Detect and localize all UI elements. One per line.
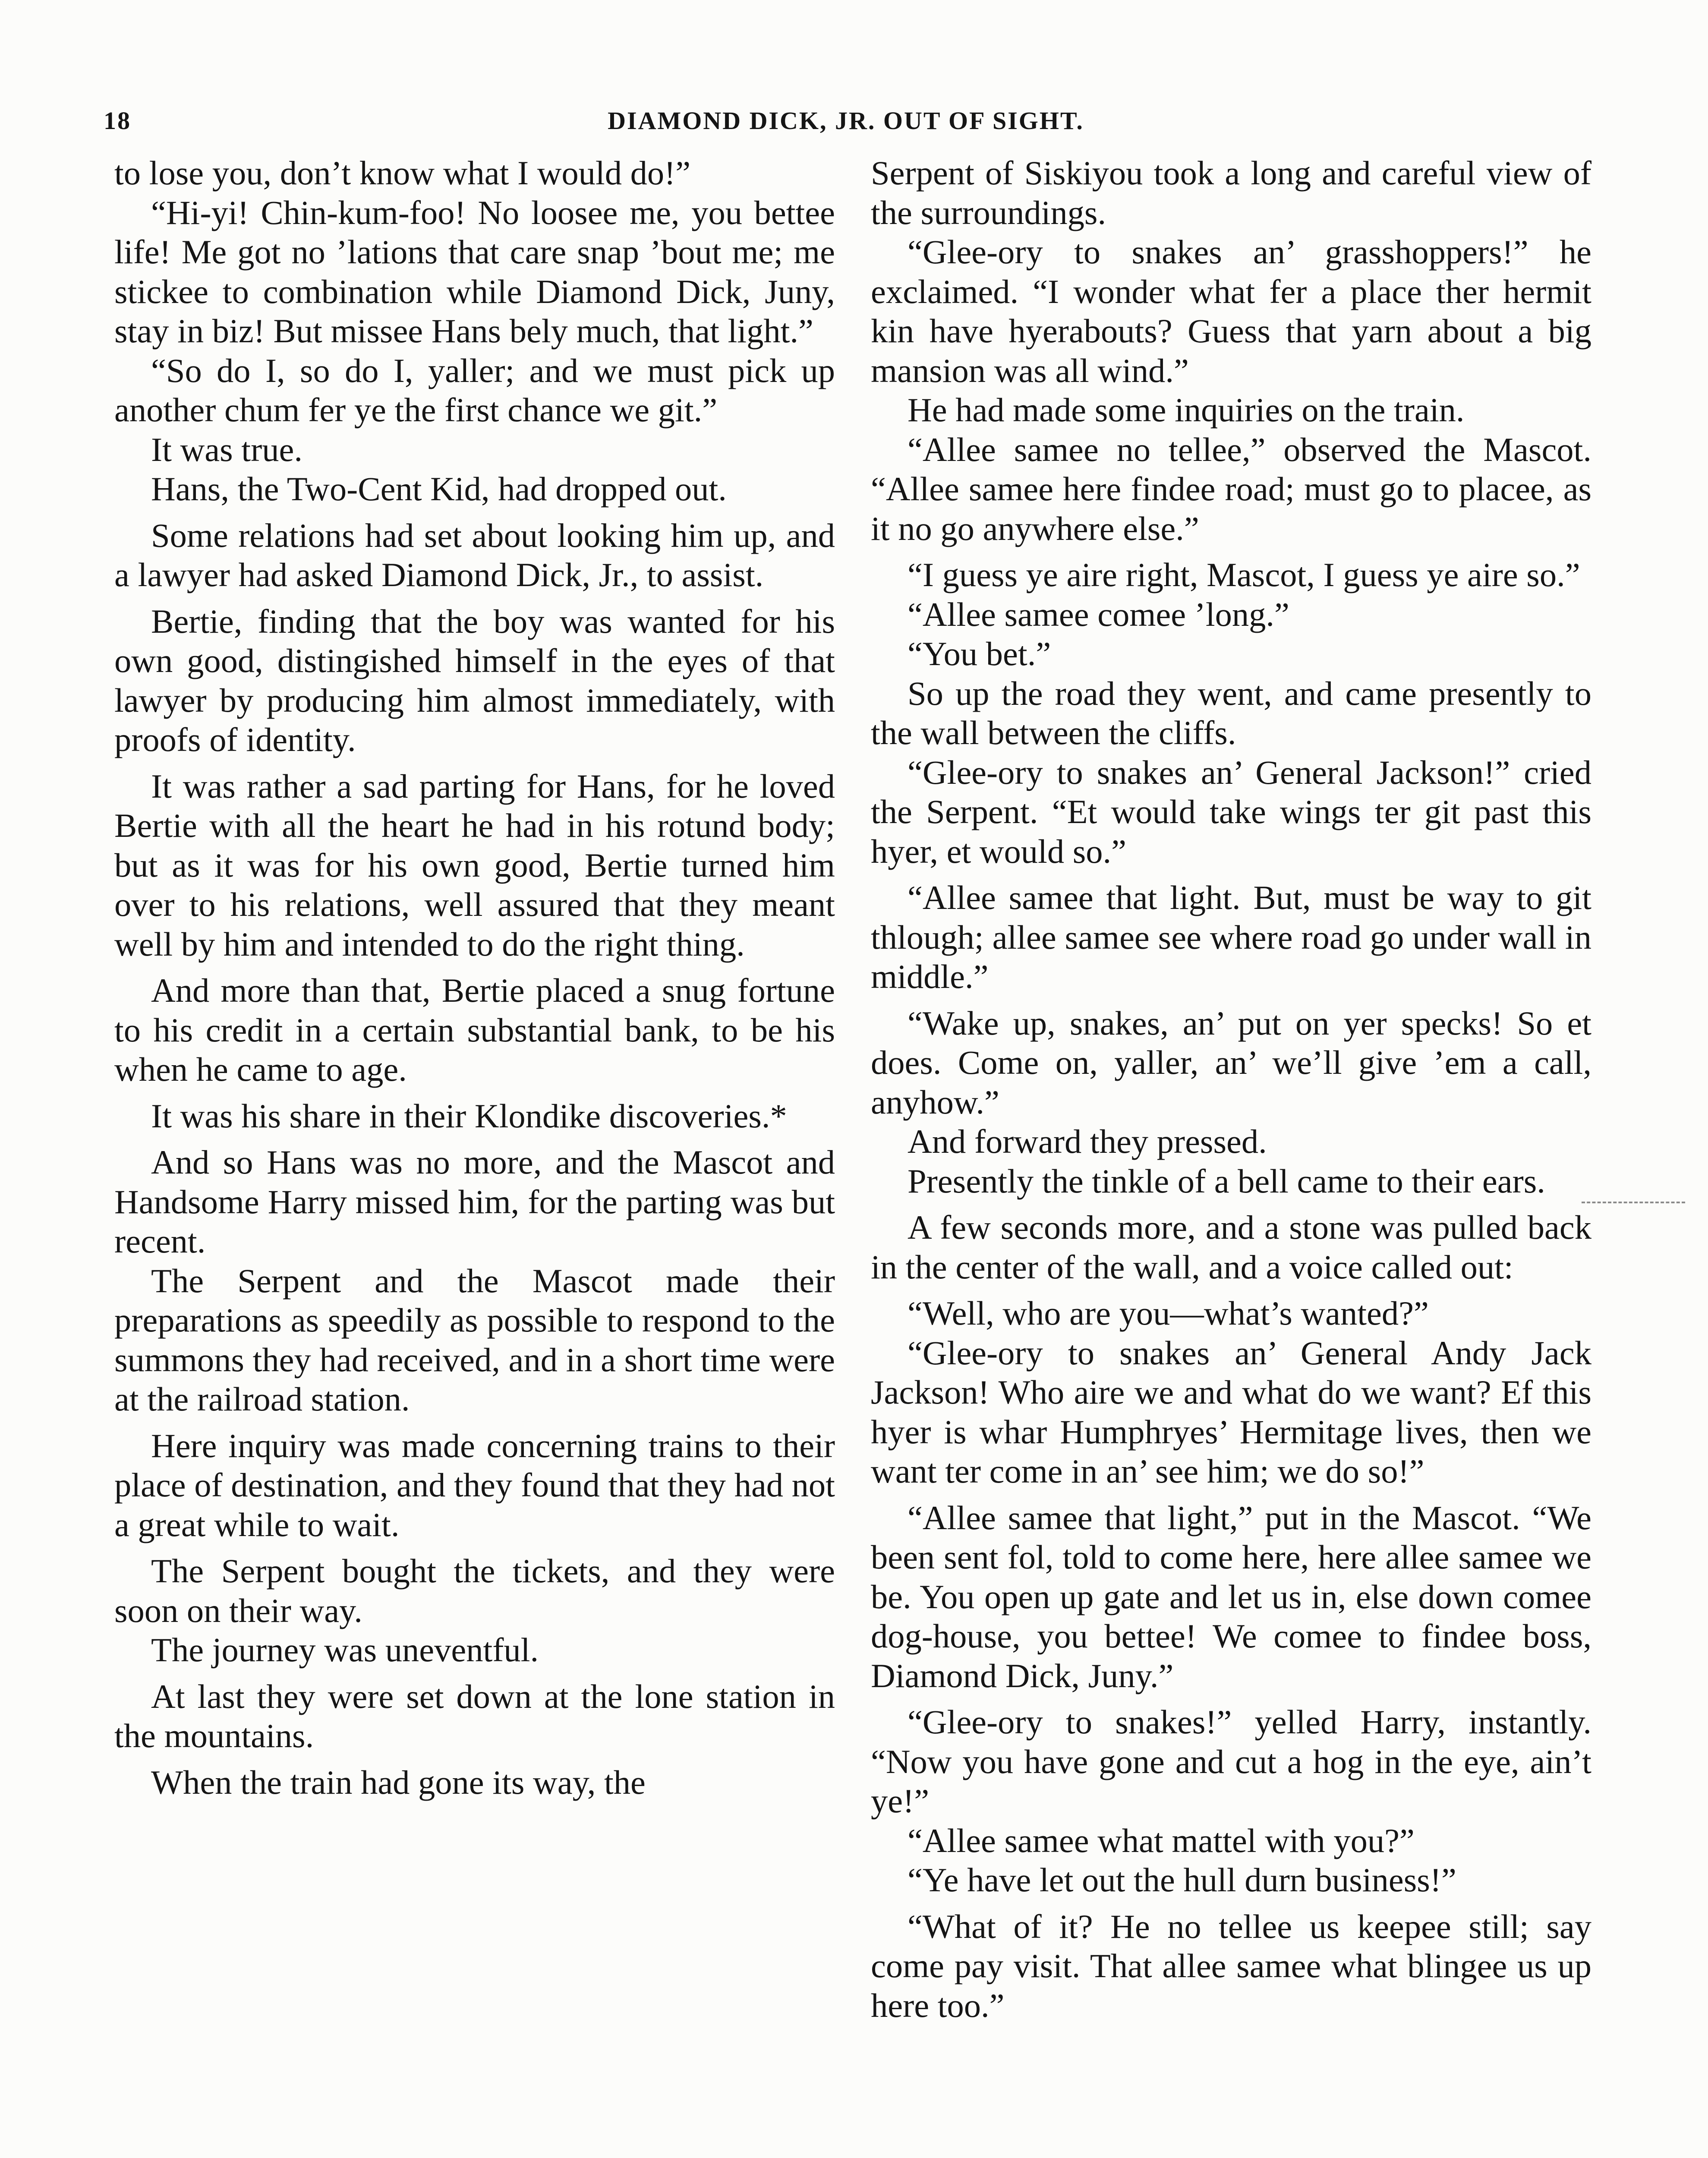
paragraph: “I guess ye aire right, Mascot, I guess ye aire so.” — [908, 556, 1580, 593]
paragraph: “Allee samee comee ’long.” — [908, 595, 1289, 633]
paragraph: It was true. — [151, 430, 303, 468]
paragraph: “Allee samee no tellee,” observed the Mascot. “Allee samee here findee road; must go to placee, as it no go anywhere else.” — [871, 430, 1591, 547]
paragraph: “Glee-ory to snakes an’ General Jackson!” cried the Serpent. “Et would take wings ter git past this hyer, et would so.” — [871, 753, 1591, 870]
paragraph: “Hi-yi! Chin-kum-foo! No loosee me, you bettee life! Me got no ’lations that care snap ’bout me; me stickee to combination while Diamond Dick, Juny, stay in biz! But missee Hans bely much, that light.” — [114, 193, 835, 350]
paragraph: “What of it? He no tellee us keepee still; say come pay visit. That allee samee what blingee us up here too.” — [871, 1907, 1591, 2024]
paragraph: “Allee samee that light,” put in the Mascot. “We been sent fol, told to come here, here allee samee we be. You open up gate and let us in, else down comee dog-house, you bettee! We comee to findee boss, Diamond Dick, Juny.” — [871, 1499, 1591, 1694]
paragraph: “Glee-ory to snakes!” yelled Harry, instantly. “Now you have gone and cut a hog in the eye, ain’t ye!” — [871, 1703, 1591, 1820]
paragraph: The Serpent and the Mascot made their preparations as speedily as possible to respond to the summons they had received, and in a short time were at the railroad station. — [114, 1262, 835, 1418]
paragraph: When the train had gone its way, the — [151, 1763, 646, 1801]
paragraph: “Glee-ory to snakes an’ grasshoppers!” he exclaimed. “I wonder what fer a place ther hermit kin have hyerabouts? Guess that yarn about a big mansion was all wind.” — [871, 233, 1591, 389]
paragraph: Hans, the Two-Cent Kid, had dropped out. — [151, 470, 727, 508]
paragraph: The journey was uneventful. — [151, 1631, 539, 1669]
page-number: 18 — [104, 107, 131, 135]
paragraph: It was his share in their Klondike discoveries.* — [151, 1097, 787, 1135]
paragraph: Serpent of Siskiyou took a long and careful view of the surroundings. — [871, 154, 1591, 231]
printing-mark — [1582, 1202, 1685, 1203]
paragraph: “Well, who are you—what’s wanted?” — [908, 1294, 1429, 1332]
paragraph: A few seconds more, and a stone was pulled back in the center of the wall, and a voice called out: — [871, 1208, 1591, 1286]
page-title: DIAMOND DICK, JR. OUT OF SIGHT. — [608, 107, 1084, 135]
paragraph: And forward they pressed. — [908, 1123, 1267, 1160]
right-column — [871, 153, 1591, 2025]
paragraph: “So do I, so do I, yaller; and we must pick up another chum fer ye the first chance we git.” — [114, 351, 835, 429]
paragraph: “Glee-ory to snakes an’ General Andy Jack Jackson! Who aire we and what do we want? Ef this hyer is whar Humphryes’ Hermitage lives, then we want ter come in an’ see him; we do so!” — [871, 1334, 1591, 1490]
paragraph: Presently the tinkle of a bell came to their ears. — [908, 1162, 1545, 1200]
left-column — [114, 153, 835, 1802]
paragraph: At last they were set down at the lone station in the mountains. — [114, 1677, 835, 1754]
paragraph: Some relations had set about looking him up, and a lawyer had asked Diamond Dick, Jr., to assist. — [114, 516, 835, 593]
paragraph: “Wake up, snakes, an’ put on yer specks! So et does. Come on, yaller, an’ we’ll give ’em a call, anyhow.” — [871, 1004, 1591, 1121]
paragraph: “Ye have let out the hull durn business!” — [908, 1861, 1456, 1899]
paragraph: So up the road they went, and came presently to the wall between the cliffs. — [871, 674, 1591, 751]
paragraph: And so Hans was no more, and the Mascot and Handsome Harry missed him, for the parting was but recent. — [114, 1143, 835, 1260]
paragraph: “Allee samee that light. But, must be way to git thlough; allee samee see where road go under wall in middle.” — [871, 879, 1591, 995]
paragraph: The Serpent bought the tickets, and they were soon on their way. — [114, 1552, 835, 1629]
paragraph: Bertie, finding that the boy was wanted for his own good, distingished himself in the eyes of that lawyer by producing him almost immediately, with proofs of identity. — [114, 602, 835, 758]
paragraph: “Allee samee what mattel with you?” — [908, 1821, 1415, 1859]
running-head — [104, 106, 1588, 141]
paragraph: “You bet.” — [908, 635, 1051, 672]
paragraph: Here inquiry was made concerning trains to their place of destination, and they found that they had not a great while to wait. — [114, 1426, 835, 1543]
paragraph: to lose you, don’t know what I would do!” — [114, 154, 691, 192]
paragraph: And more than that, Bertie placed a snug fortune to his credit in a certain substantial bank, to be his when he came to age. — [114, 972, 835, 1088]
paragraph: It was rather a sad parting for Hans, for he loved Bertie with all the heart he had in his rotund body; but as it was for his own good, Bertie turned him over to his relations, well assured that they meant well by him and intended to do the right thing. — [114, 767, 835, 963]
paragraph: He had made some inquiries on the train. — [908, 391, 1465, 429]
